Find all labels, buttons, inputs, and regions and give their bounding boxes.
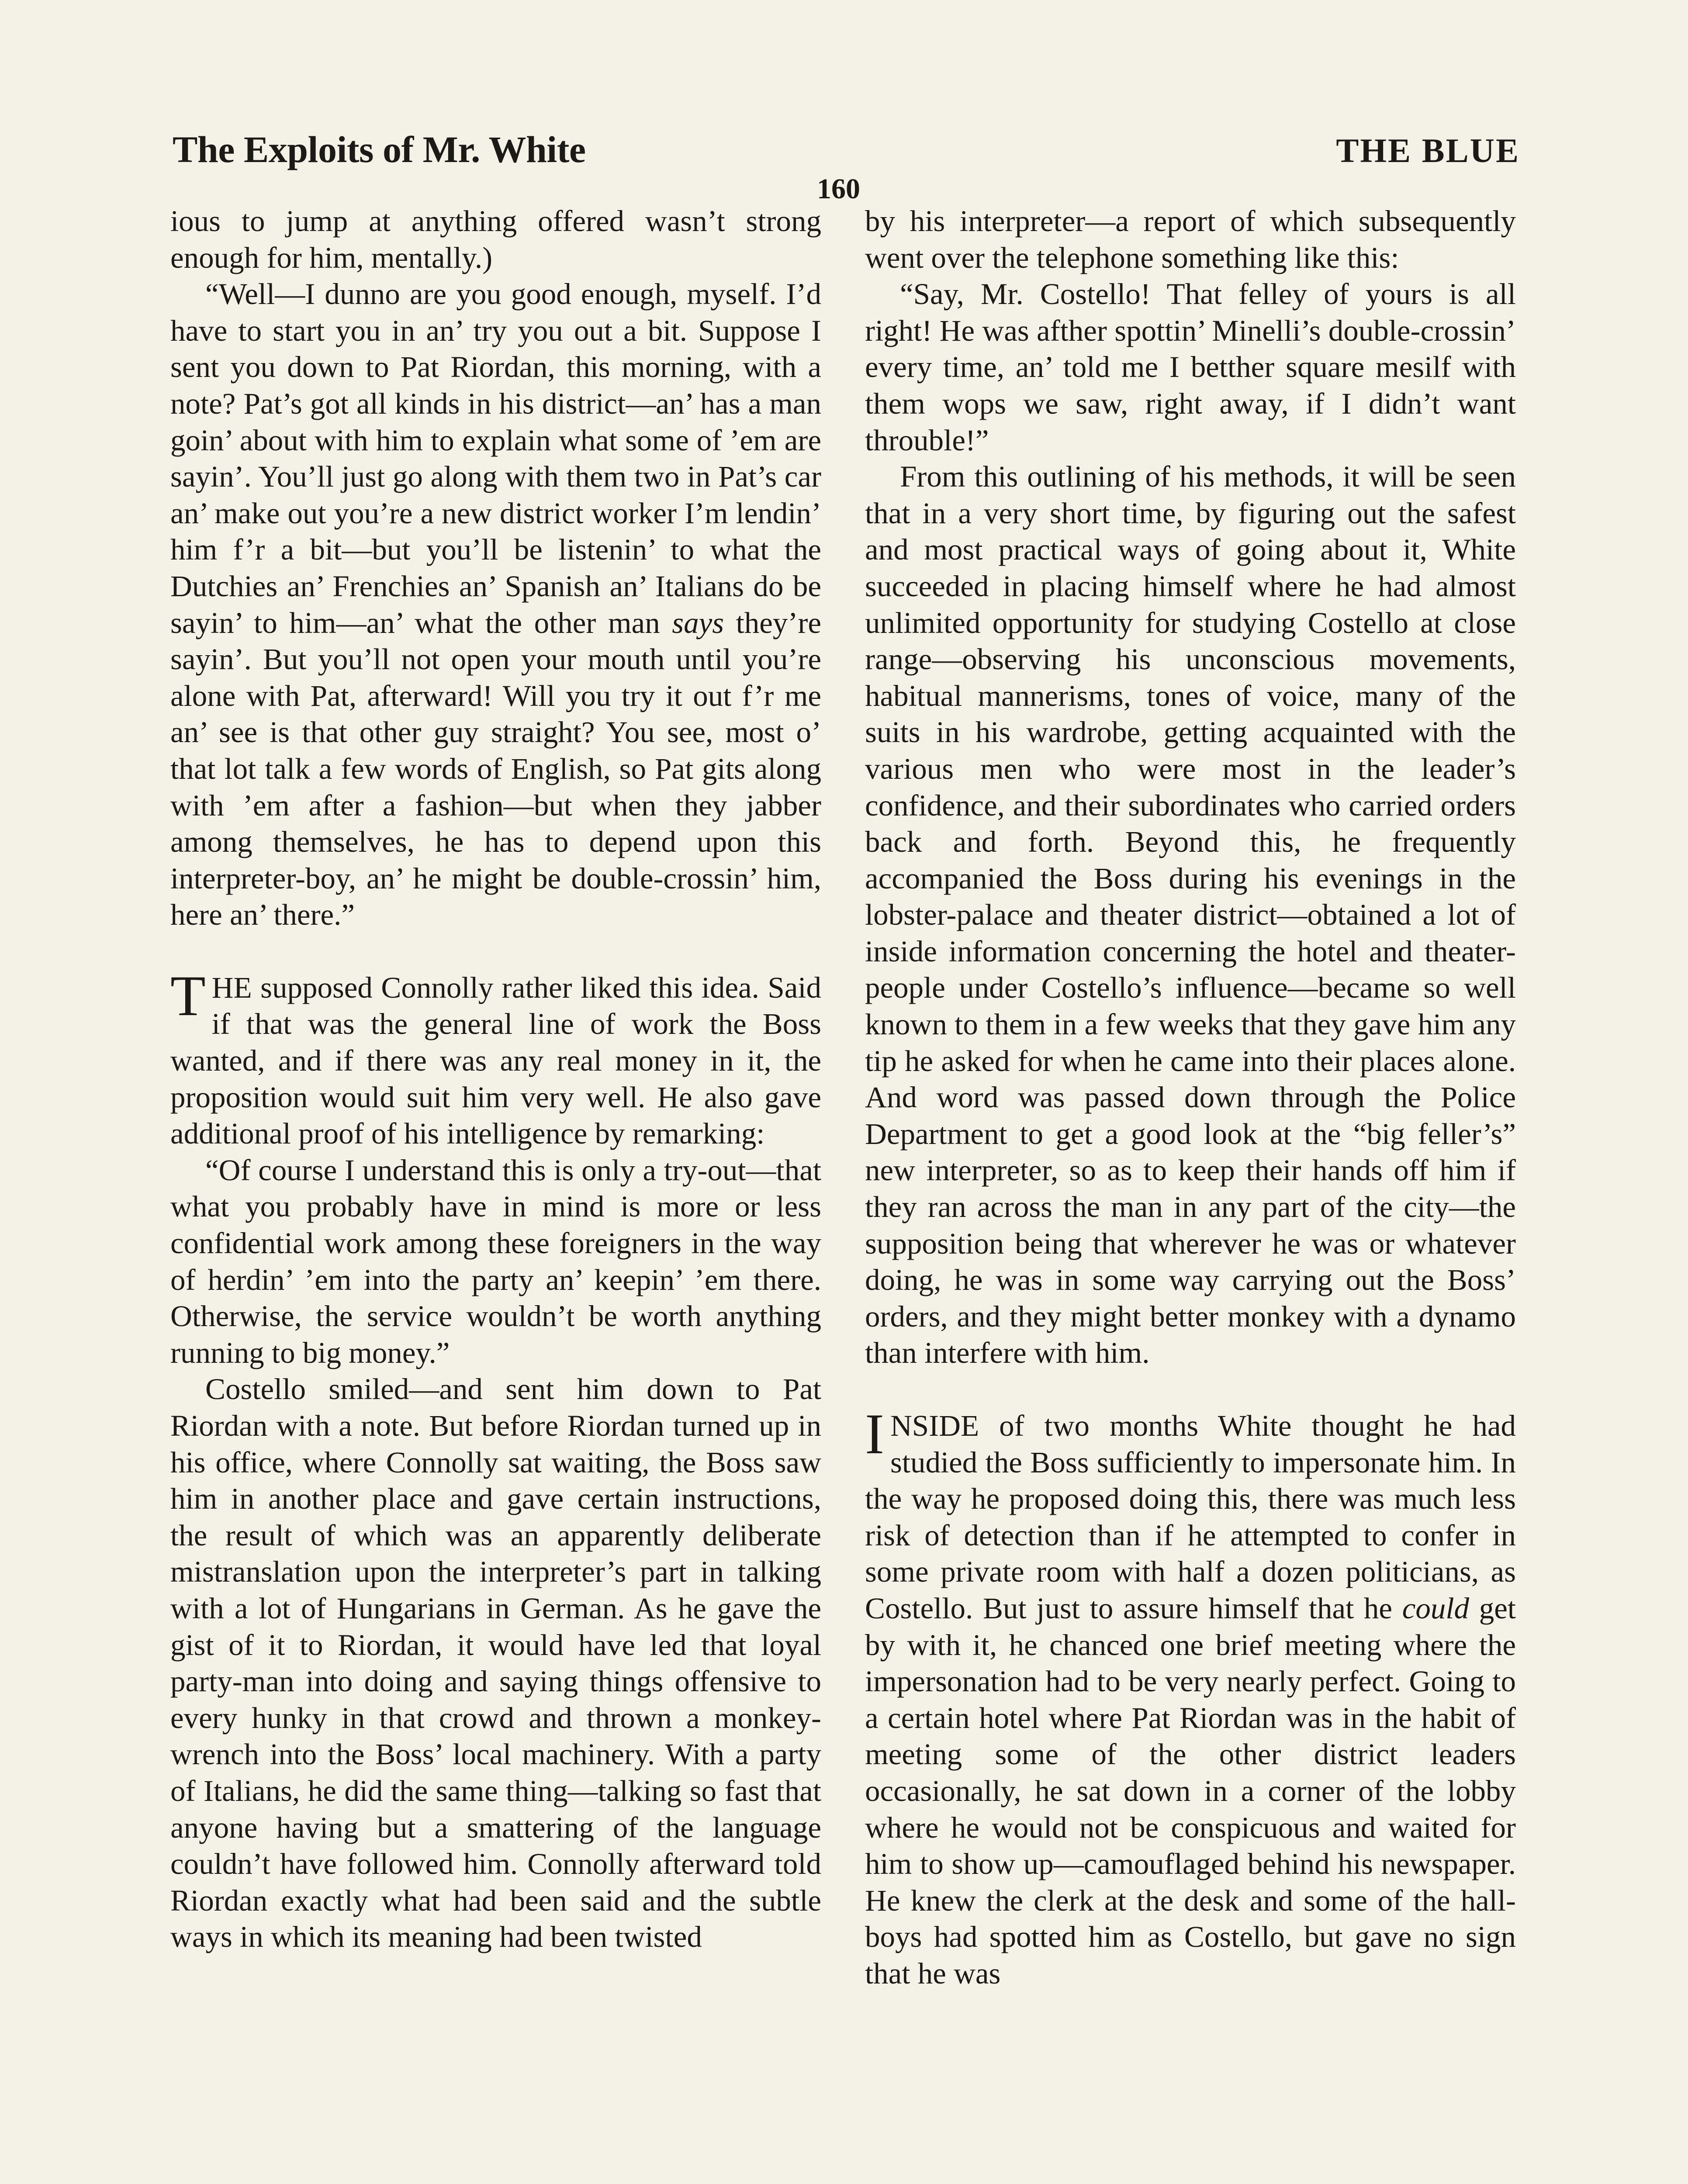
paragraph-text: get by with it, he chanced one brief meeting where the impersonation had to be very nearly perfect. Going to a certain hotel where Pat Riordan was in the habit of meeting some of the other district leaders occasionally, he sat down in a corner of the lobby where he would not be conspicuous and waited for him to show up—camouflaged behind his newspaper. He knew the clerk at the desk and some of the hall-boys had spotted him as Costello, but gave no sign that he was	[865, 1591, 1516, 1990]
paragraph-text: HE supposed Connolly rather liked this idea. Said if that was the general line of work the Boss wanted, and if there was any real money in it, the proposition would suit him very well. He also gave additional proof of his intelligence by remarking:	[170, 971, 821, 1151]
paragraph: ious to jump at anything offered wasn’t strong enough for him, mentally.)	[170, 204, 821, 274]
running-header-title: The Exploits of Mr. White	[173, 128, 586, 170]
paragraph: From this outlining of his methods, it will be seen that in a very short time, by figuring out the safest and most practical ways of going about it, White succeeded in placing himself where he had almost unlimited opportunity for studying Costello at close range—observing his unconscious movements, habitual mannerisms, tones of voice, many of the suits in his wardrobe, getting acquainted with the various men who were most in the leader’s confidence, and their subordinates who carried orders back and forth. Beyond this, he frequently accompanied the Boss during his evenings in the lobster-palace and theater district—obtained a lot of inside information concerning the hotel and theater-people under Costello’s influence—became so well known to them in a few weeks that they gave him any tip he asked for when he came into their places alone. And word was passed down through the Police Department to get a good look at the “big feller’s” new interpreter, so as to keep their hands off him if they ran across the man in any part of the city—the supposition being that wherever he was or whatever doing, he was in some way carrying out the Boss’ orders, and they might better monkey with a dynamo than interfere with him.	[865, 460, 1516, 1370]
paragraph	[170, 276, 821, 933]
paragraph: “Of course I understand this is only a try-out—that what you probably have in mind is more or less confidential work among these foreigners in the way of herdin’ ’em into the party an’ keepin’ ’em there. Otherwise, the service wouldn’t be worth anything running to big money.”	[170, 1153, 821, 1369]
paragraph-text: NSIDE of two months White thought he had studied the Boss sufficiently to impersonate him. In the way he proposed doing this, there was much less risk of detection than if he attempted to confer in some private room with half a dozen politicians, as Costello. But just to assure himself that he	[865, 1409, 1516, 1625]
paragraph: “Say, Mr. Costello! That felley of yours is all right! He was afther spottin’ Minelli’s double-crossin’ every time, an’ told me I betther square mesilf with them wops we saw, right away, if I didn’t want throuble!”	[865, 277, 1516, 457]
paragraph: Costello smiled—and sent him down to Pat Riordan with a note. But before Riordan turned up in his office, where Connolly sat waiting, the Boss saw him in another place and gave certain instructions, the result of which was an apparently deliberate mistranslation upon the interpreter’s part in talking with a lot of Hungarians in German. As he gave the gist of it to Riordan, it would have led that loyal party-man into doing and saying things offensive to every hunky in that crowd and thrown a monkey-wrench into the Boss’ local machinery. With a party of Italians, he did the same thing—talking so fast that anyone having but a smattering of the language couldn’t have followed him. Connolly afterward told Riordan exactly what had been said and the subtle ways in which its meaning had been twisted	[170, 1372, 821, 1954]
paragraph-text: they’re sayin’. But you’ll not open your mouth until you’re alone with Pat, afterward! Will you try it out f’r me an’ see is that other guy straight? You see, most o’ that lot talk a few words of English, so Pat gits along with ’em after a fashion—but when they jabber among themselves, he has to depend upon this interpreter-boy, an’ he might be double-crossin’ him, here an’ there.”	[170, 606, 821, 932]
left-column	[170, 203, 821, 1956]
emphasis-text: could	[1402, 1591, 1470, 1625]
right-column	[865, 203, 1516, 1992]
page-number: 160	[817, 173, 860, 205]
running-header-magazine: THE BLUE	[1336, 131, 1520, 169]
paragraph-text: “Well—I dunno are you good enough, myself. I’d have to start you in an’ try you out a bit. Suppose I sent you down to Pat Riordan, this morning, with a note? Pat’s got all kinds in his district—an’ has a man goin’ about with him to explain what some of ’em are sayin’. You’ll just go along with them two in Pat’s car an’ make out you’re a new district worker I’m lendin’ him f’r a bit—but you’ll be listenin’ to what the Dutchies an’ Frenchies an’ Spanish an’ Italians do be sayin’ to him—an’ what the other man	[170, 277, 821, 639]
paragraph: by his interpreter—a report of which subsequently went over the telephone something like this:	[865, 204, 1516, 274]
paragraph	[865, 1402, 1516, 1992]
drop-cap: I	[865, 1402, 884, 1466]
drop-cap: T	[170, 963, 206, 1028]
paragraph	[170, 963, 821, 1152]
emphasis-text: says	[672, 606, 724, 639]
